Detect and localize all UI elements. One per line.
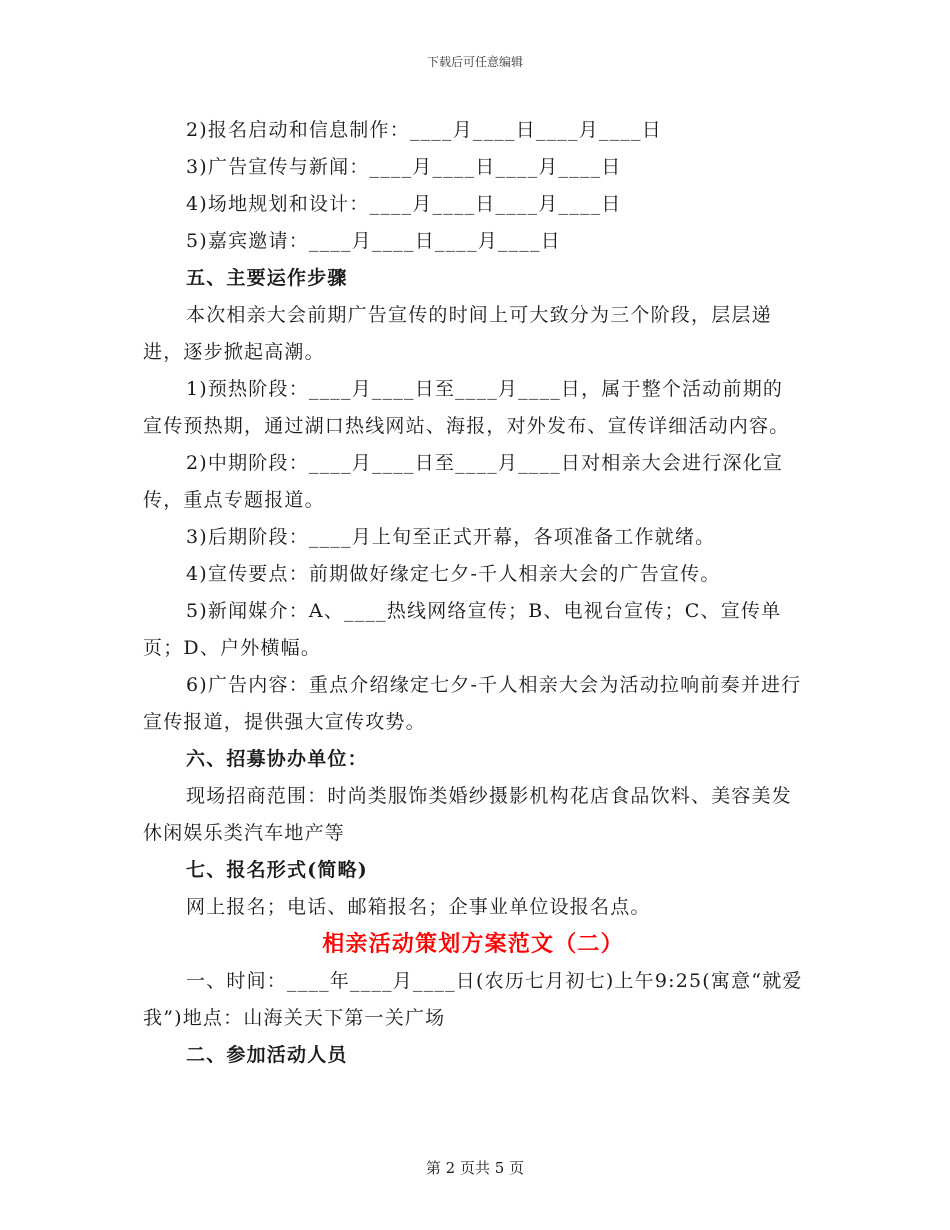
paragraph-phase-late: 3)后期阶段：____月上旬至正式开幕，各项准备工作就绪。 bbox=[186, 526, 716, 548]
schedule-item-venue: 4)场地规划和设计：____月____日____月____日 bbox=[186, 193, 622, 215]
paragraph-intro-phases: 本次相亲大会前期广告宣传的时间上可大致分为三个阶段，层层递进，逐步掀起高潮。 bbox=[143, 304, 772, 363]
document-section-title: 相亲活动策划方案范文（二） bbox=[322, 931, 624, 957]
section-heading-participants: 二、参加活动人员 bbox=[186, 1044, 348, 1066]
section-heading-operation-steps: 五、主要运作步骤 bbox=[186, 267, 348, 289]
schedule-item-advertising: 3)广告宣传与新闻：____月____日____月____日 bbox=[186, 156, 622, 178]
paragraph-phase-warmup: 1)预热阶段：____月____日至____月____日，属于整个活动前期的宣传预热期，通过湖口热线网站、海报，对外发布、宣传详细活动内容。 bbox=[143, 378, 790, 437]
paragraph-phase-middle: 2)中期阶段：____月____日至____月____日对相亲大会进行深化宣传，重点专题报道。 bbox=[143, 452, 784, 511]
paragraph-ad-content: 6)广告内容：重点介绍缘定七夕-千人相亲大会为活动拉响前奏并进行宣传报道，提供强大宣传攻势。 bbox=[143, 674, 802, 733]
paragraph-news-media: 5)新闻媒介：A、____热线网络宣传；B、电视台宣传；C、宣传单页；D、户外横幅。 bbox=[143, 600, 782, 659]
section-heading-sponsors: 六、招募协办单位： bbox=[186, 748, 368, 770]
document-body bbox=[143, 112, 803, 1074]
schedule-item-registration: 2)报名启动和信息制作：____月____日____月____日 bbox=[186, 119, 662, 141]
page-header: 下载后可任意编辑 bbox=[426, 55, 523, 69]
paragraph-sponsor-scope: 现场招商范围：时尚类服饰类婚纱摄影机构花店食品饮料、美容美发休闲娱乐类汽车地产等 bbox=[143, 785, 793, 844]
paragraph-registration-methods: 网上报名；电话、邮箱报名；企事业单位设报名点。 bbox=[186, 896, 651, 918]
section-heading-registration-form: 七、报名形式(简略) bbox=[186, 859, 368, 881]
paragraph-promo-points: 4)宣传要点：前期做好缘定七夕-千人相亲大会的广告宣传。 bbox=[186, 563, 721, 585]
page-number: 第 2 页共 5 页 bbox=[425, 1159, 525, 1177]
schedule-item-guests: 5)嘉宾邀请：____月____日____月____日 bbox=[186, 230, 561, 252]
paragraph-time-location: 一、时间：____年____月____日(农历七月初七)上午9:25(寓意“就爱我”)地点：山海关天下第一关广场 bbox=[143, 970, 803, 1029]
